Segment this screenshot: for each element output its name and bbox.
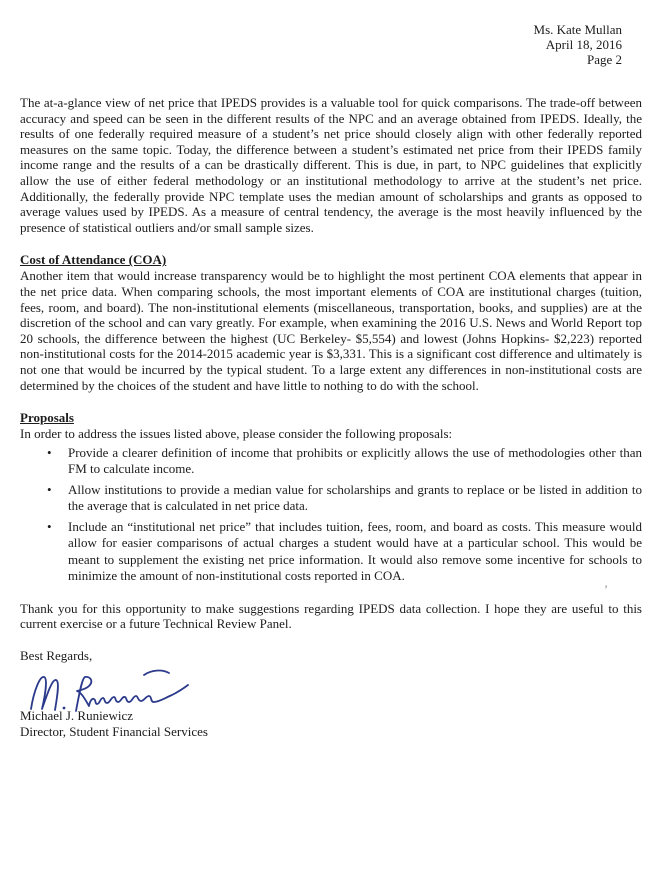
letter-date: April 18, 2016 (545, 37, 622, 52)
closing-paragraph: Thank you for this opportunity to make suggestions regarding IPEDS data collection. I hope they are useful to this current exercise or a future Technical Review Panel. (20, 600, 642, 632)
stray-scan-mark: ’ (604, 582, 608, 596)
letter-header (20, 22, 642, 67)
proposal-text: Allow institutions to provide a median value for scholarships and grants to replace or be listed in addition to the average that is calculated in net price data. (68, 481, 642, 514)
proposals-intro: In order to address the issues listed above, please consider the following proposals: (20, 426, 453, 442)
list-item-proposal-1 (45, 445, 642, 478)
list-item-proposal-3 (45, 519, 642, 585)
heading-cost-of-attendance: Cost of Attendance (COA) (20, 252, 167, 268)
recipient-name: Ms. Kate Mullan (533, 22, 622, 37)
proposal-text: Provide a clearer definition of income that prohibits or explicitly allows the use of methodologies other than FM to calculate income. (68, 444, 642, 477)
proposal-text: Include an “institutional net price” that includes tuition, fees, room, and board as costs. This measure would allow for easier comparisons of actual charges a student would have at a particular school. This would be meant to supplement the existing net price information. It would also remove some incentive for schools to minimize the amount of non-institutional costs reported in COA. (68, 518, 642, 584)
signature-typed-name: Michael J. Runiewicz (20, 707, 133, 723)
list-item-proposal-2 (45, 482, 642, 515)
signature-title: Director, Student Financial Services (20, 723, 208, 739)
proposals-list (20, 445, 642, 585)
paragraph-coa: Another item that would increase transparency would be to highlight the most pertinent COA elements that appear in the net price data. When comparing schools, the most important elements of COA are institutional charges (tuition, fees, room, and board). The non-institutional elements (miscellaneous, transportation, books, and supplies) are at the discretion of the school and can vary greatly. For example, when examining the 2016 U.S. News and World Report top 20 schools, the difference between the highest (UC Berkeley- $5,554) and lowest (Johns Hopkins- $2,223) reported non-institutional costs for the 2014-2015 academic year is $3,331. This is a significant cost difference and ultimately is not one that would be incurred by the typical student. To a large extent any differences in non-institutional costs are determined by the choices of the student and have little to nothing to do with the school. (20, 268, 642, 393)
heading-proposals: Proposals (20, 410, 74, 426)
page-number: Page 2 (586, 52, 622, 67)
signoff-text: Best Regards, (20, 647, 93, 663)
paragraph-net-price: The at-a-glance view of net price that IPEDS provides is a valuable tool for quick comparisons. The trade-off between accuracy and speed can be seen in the different results of the NPC and an average obtained from IPEDS. Ideally, the results of one federally required measure of a student’s net price should closely align with other federally reported measures on the same topic. Today, the difference between a student’s estimated net price from their IPEDS family income range and the results of a can be drastically different. This is due, in part, to NPC guidelines that explicitly allow the use of either federal methodology or an institutional methodology to arrive at the student’s net price. Additionally, the federally provide NPC template uses the median amount of scholarships and grants as opposed to average values used by IPEDS. As a measure of central tendency, the average is the most heavily influenced by the presence of statistical outliers and/or small sample sizes. (20, 95, 642, 235)
